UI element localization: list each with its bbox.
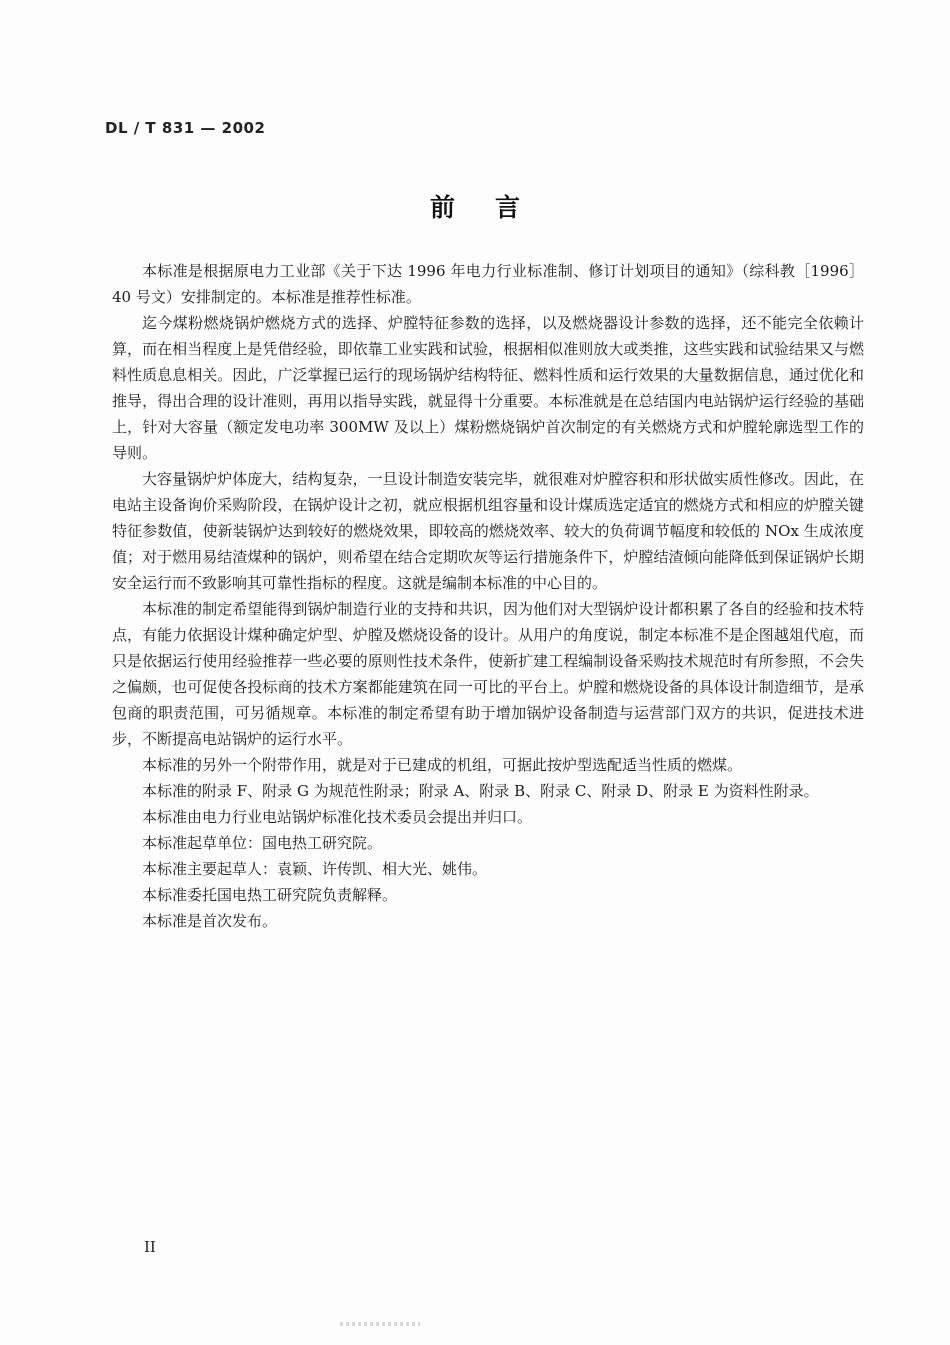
paragraph-2: 迄今煤粉燃烧锅炉燃烧方式的选择、炉膛特征参数的选择，以及燃烧器设计参数的选择，还不能完全依赖计算，而在相当程度上是凭借经验，即依靠工业实践和试验，根据相似准则放大或类推，这些实践和试验结果又与燃料性质息息相关。因此，广泛掌握已运行的现场锅炉结构特征、燃料性质和运行效果的大量数据信息，通过优化和推导，得出合理的设计准则，再用以指导实践，就显得十分重要。本标准就是在总结国内电站锅炉运行经验的基础上，针对大容量（额定发电功率 300MW 及以上）煤粉燃烧锅炉首次制定的有关燃烧方式和炉膛轮廓选型工作的导则。 bbox=[112, 314, 864, 462]
paragraph-3: 大容量锅炉炉体庞大，结构复杂，一旦设计制造安装完毕，就很难对炉膛容积和形状做实质性修改。因此，在电站主设备询价采购阶段，在锅炉设计之初，就应根据机组容量和设计煤质选定适宜的燃烧方式和相应的炉膛关键特征参数值，使新装锅炉达到较好的燃烧效果，即较高的燃烧效率、较大的负荷调节幅度和较低的 NOx 生成浓度值；对于燃用易结渣煤种的锅炉，则希望在结合定期吹灰等运行措施条件下，炉膛结渣倾向能降低到保证锅炉长期安全运行而不致影响其可靠性指标的程度。这就是编制本标准的中心目的。 bbox=[112, 470, 864, 592]
document-id: DL / T 831 — 2002 bbox=[105, 119, 266, 137]
paragraph-7: 本标准由电力行业电站锅炉标准化技术委员会提出并归口。 bbox=[142, 808, 533, 826]
preface-body bbox=[112, 258, 864, 934]
page-number: II bbox=[144, 1238, 156, 1256]
paragraph-5: 本标准的另外一个附带作用，就是对于已建成的机组，可据此按炉型选配适当性质的燃煤。 bbox=[142, 756, 743, 774]
paragraph-6: 本标准的附录 F、附录 G 为规范性附录；附录 A、附录 B、附录 C、附录 D、附录 E 为资料性附录。 bbox=[142, 782, 819, 800]
paragraph-9: 本标准主要起草人：袁颖、许传凯、相大光、姚伟。 bbox=[142, 860, 488, 878]
page-title: 前言 bbox=[429, 193, 560, 222]
paragraph-11: 本标准是首次发布。 bbox=[142, 912, 278, 930]
scan-artifact bbox=[340, 1322, 420, 1326]
paragraph-1: 本标准是根据原电力工业部《关于下达 1996 年电力行业标准制、修订计划项目的通知》（综科教［1996］40 号文）安排制定的。本标准是推荐性标准。 bbox=[112, 262, 864, 306]
paragraph-10: 本标准委托国电热工研究院负责解释。 bbox=[142, 886, 398, 904]
paragraph-8: 本标准起草单位：国电热工研究院。 bbox=[142, 834, 383, 852]
paragraph-4: 本标准的制定希望能得到锅炉制造行业的支持和共识，因为他们对大型锅炉设计都积累了各自的经验和技术特点，有能力依据设计煤种确定炉型、炉膛及燃烧设备的设计。从用户的角度说，制定本标准不是企图越俎代庖，而只是依据运行使用经验推荐一些必要的原则性技术条件，使新扩建工程编制设备采购技术规范时有所参照，不会失之偏颇，也可促使各投标商的技术方案都能建筑在同一可比的平台上。炉膛和燃烧设备的具体设计制造细节，是承包商的职责范围，可另循规章。本标准的制定希望有助于增加锅炉设备制造与运营部门双方的共识，促进技术进步，不断提高电站锅炉的运行水平。 bbox=[112, 600, 864, 748]
